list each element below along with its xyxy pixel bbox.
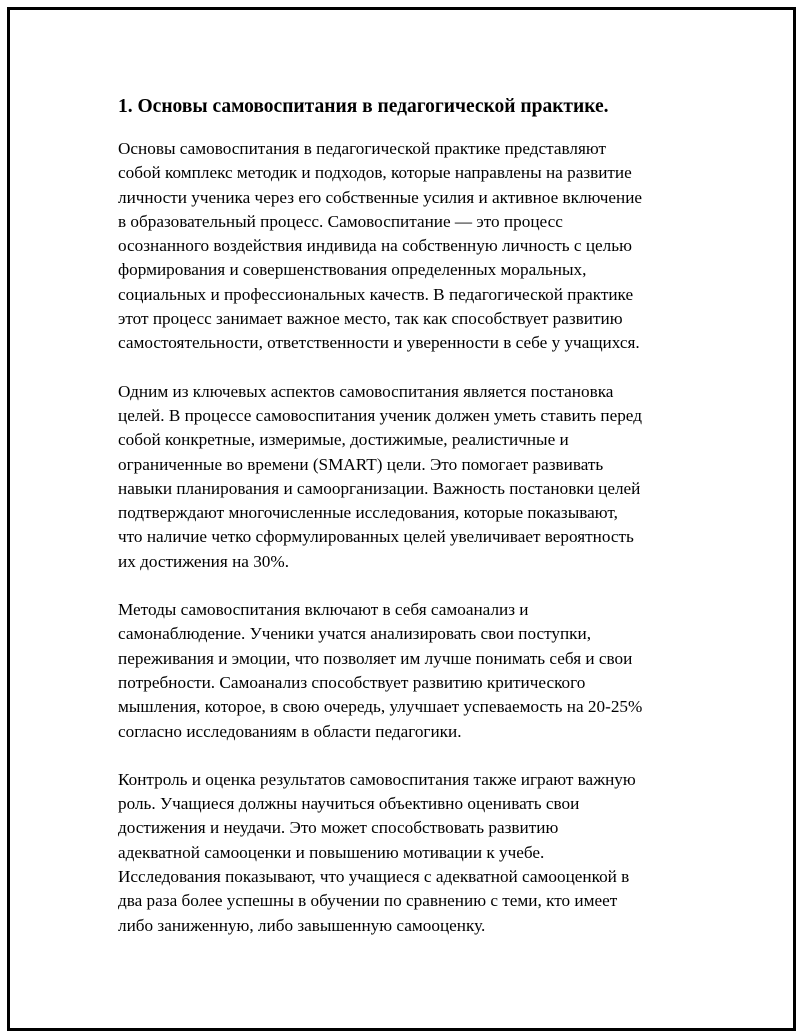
text-line: мышления, которое, в свою очередь, улучшает успеваемость на 20-25% <box>118 697 643 717</box>
text-line: собой конкретные, измеримые, достижимые, реалистичные и <box>118 430 569 450</box>
text-line: ограниченные во времени (SMART) цели. Это помогает развивать <box>118 454 604 474</box>
text-line: самостоятельности, ответственности и уверенности в себе у учащихся. <box>118 333 640 353</box>
text-line: формирования и совершенствования определенных моральных, <box>118 260 587 280</box>
text-line: этот процесс занимает важное место, так как способствует развитию <box>118 309 623 329</box>
text-line: Одним из ключевых аспектов самовоспитания является постановка <box>118 381 614 401</box>
text-line: в образовательный процесс. Самовоспитание — это процесс <box>118 211 563 231</box>
text-line: переживания и эмоции, что позволяет им лучше понимать себя и свои <box>118 648 633 668</box>
text-line: роль. Учащиеся должны научиться объективно оценивать свои <box>118 794 580 814</box>
document-body <box>118 95 698 962</box>
text-line: Контроль и оценка результатов самовоспитания также играют важную <box>118 769 636 789</box>
text-line: Основы самовоспитания в педагогической практике представляют <box>118 139 606 158</box>
text-line: согласно исследованиям в области педагогики. <box>118 721 462 741</box>
text-line: личности ученика через его собственные усилия и активное включение <box>118 187 643 207</box>
text-line: потребности. Самоанализ способствует развитию критического <box>118 672 586 692</box>
section-heading: 1. Основы самовоспитания в педагогической практике. <box>118 96 609 117</box>
text-line: навыки планирования и самоорганизации. Важность постановки целей <box>118 478 641 498</box>
text-line: их достижения на 30%. <box>118 551 289 571</box>
text-line: либо заниженную, либо завышенную самооценку. <box>118 915 486 935</box>
text-line: что наличие четко сформулированных целей увеличивает вероятность <box>118 527 634 547</box>
paragraph <box>118 137 698 356</box>
text-line: два раза более успешны в обучении по сравнению с теми, кто имеет <box>118 891 618 911</box>
paragraph <box>118 598 698 744</box>
text-line: Исследования показывают, что учащиеся с адекватной самооценкой в <box>118 867 630 887</box>
text-line: Методы самовоспитания включают в себя самоанализ и <box>118 600 529 620</box>
text-line: достижения и неудачи. Это может способствовать развитию <box>118 818 559 838</box>
paragraph <box>118 380 698 574</box>
text-line: адекватной самооценки и повышению мотивации к учебе. <box>118 842 545 862</box>
text-line: целей. В процессе самовоспитания ученик должен уметь ставить перед <box>118 405 642 425</box>
paragraph <box>118 768 698 938</box>
text-line: собой комплекс методик и подходов, которые направлены на развитие <box>118 163 632 183</box>
text-line: самонаблюдение. Ученики учатся анализировать свои поступки, <box>118 624 592 644</box>
text-line: подтверждают многочисленные исследования, которые показывают, <box>118 503 618 523</box>
text-line: осознанного воздействия индивида на собственную личность с целью <box>118 236 632 256</box>
text-line: социальных и профессиональных качеств. В педагогической практике <box>118 284 634 304</box>
